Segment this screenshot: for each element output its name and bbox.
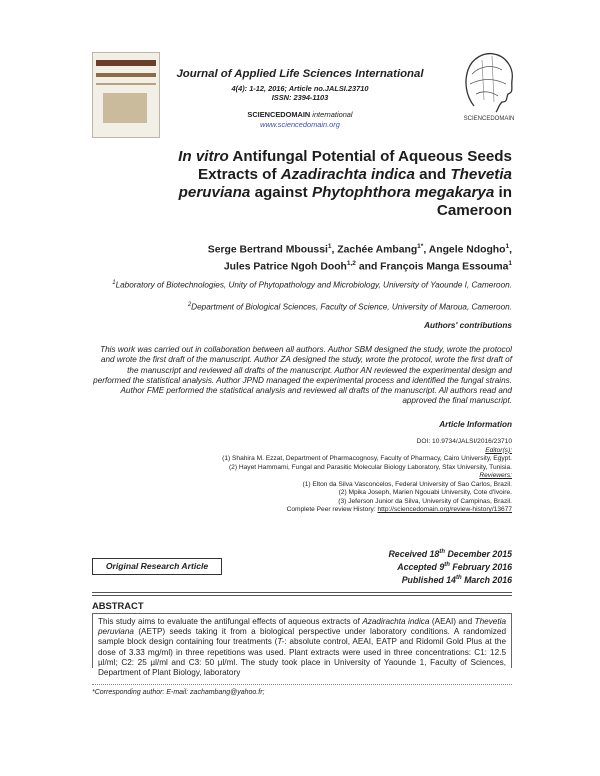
journal-issn: ISSN: 2394-1103 (271, 93, 329, 102)
footnote-divider (92, 684, 512, 685)
accepted-date: Accepted 9th February 2016 (397, 561, 512, 572)
published-date: Published 14th March 2016 (401, 574, 512, 585)
review-history-link[interactable]: http://sciencedomain.org/review-history/13677 (377, 506, 512, 513)
paper-title: In vitro Antifungal Potential of Aqueous Seeds Extracts of Azadirachta indica and Thevetia peruviana against Phytophthora megakarya in Cameroon (178, 148, 512, 219)
reviewers-label: Reviewers: (479, 472, 512, 479)
reviewer-3: (3) Jeferson Junior da Silva, University of Campinas, Brazil. (338, 497, 512, 505)
reviewer-1: (1) Elton da Silva Vasconcelos, Federal University of Sao Carlos, Brazil. (302, 480, 512, 488)
abstract-text: This study aims to evaluate the antifungal effects of aqueous extracts of Azadirachta indica (AEAI) and Thevetia peruviana (AETP) seeds taking it from a biological perspective under laboratory conditions. A randomized sample block design containing four treatments (T-: absolute control, AEAI, EATP and Ridomil Gold Plus at the dose of 3.33 mg/ml) in three repetitions was used. Plant extracts were used in three concentrations: C1: 12.5 µl/ml; C2: 25 µl/ml and C3: 50 µl/ml. The study took place in University of Yaounde 1, Faculty of Sciences, Department of Plant Biology, laboratory (98, 617, 507, 678)
corresponding-author-footnote: *Corresponding author: E-mail: zachambang@yahoo.fr; (92, 689, 265, 696)
contributions-heading: Authors' contributions (424, 321, 512, 330)
article-info (152, 438, 512, 515)
contributions-text: This work was carried out in collaboration between all authors. Author SBM designed the study, wrote the protocol and wrote the first draft of the manuscript. Author ZA designed the study, wrote the protocol, wrote the first draft of the manuscript and reviewed all drafts of the manuscript. Author AN reviewed the experimental design and performed the statistical analysis. Author JPND managed the experimental process and identified the fungal strains. Author FME performed the statistical analysis and reviewed all drafts of the manuscript. All authors read and approved the final manuscript. (93, 345, 512, 406)
author-list: Serge Bertrand Mboussi$^1$, Zachée Ambang$^{1*}$, Angele Ndogho$^1$, Jules Patrice Ngoh Dooh$^{1,2}$ and François Manga Essouma$^1$ (207, 243, 512, 273)
journal-citation: 4(4): 1-12, 2016; Article no.JALSI.23710 (231, 84, 369, 93)
reviewer-2: (2) Mpika Joseph, Marien Ngouabi University, Cote d'Ivoire. (338, 489, 512, 496)
publisher-head-logo-icon (458, 46, 520, 122)
publisher-name: SCIENCEDOMAIN (247, 110, 311, 119)
abstract-box (92, 613, 512, 678)
abstract-heading: ABSTRACT (92, 600, 144, 611)
divider (92, 592, 512, 593)
article-type-badge: Original Research Article (92, 558, 222, 575)
review-history: Complete Peer review History: http://sciencedomain.org/review-history/13677 (286, 506, 512, 513)
publisher-line (150, 110, 450, 119)
divider (92, 595, 512, 596)
received-date: Received 18th December 2015 (388, 548, 512, 559)
publisher-suffix: international (312, 110, 353, 119)
doi: DOI: 10.9734/JALSI/2016/23710 (416, 438, 512, 445)
publisher-url[interactable]: www.sciencedomain.org (260, 120, 340, 129)
article-info-heading: Article Information (439, 420, 512, 429)
affiliation-2: $^2$Department of Biological Sciences, Faculty of Science, University of Maroua, Cameroon. (187, 302, 512, 312)
editors-label: Editor(s): (485, 446, 512, 454)
affiliation-1: $^1$Laboratory of Biotechnologies, Unity of Phytopathology and Microbiology, University of Yaounde I, Cameroon. (112, 280, 512, 290)
editor-2: (2) Hayet Hammami, Fungal and Parasitic Molecular Biology Laboratory, Sfax University, Tunisia. (228, 463, 512, 471)
logo-caption: SCIENCEDOMAIN (463, 116, 515, 122)
journal-name: Journal of Applied Life Sciences International (176, 68, 424, 80)
editor-1: (1) Shahira M. Ezzat, Department of Pharmacognosy, Faculty of Pharmacy, Cairo University, Egypt. (222, 455, 512, 462)
publication-dates (388, 547, 512, 586)
